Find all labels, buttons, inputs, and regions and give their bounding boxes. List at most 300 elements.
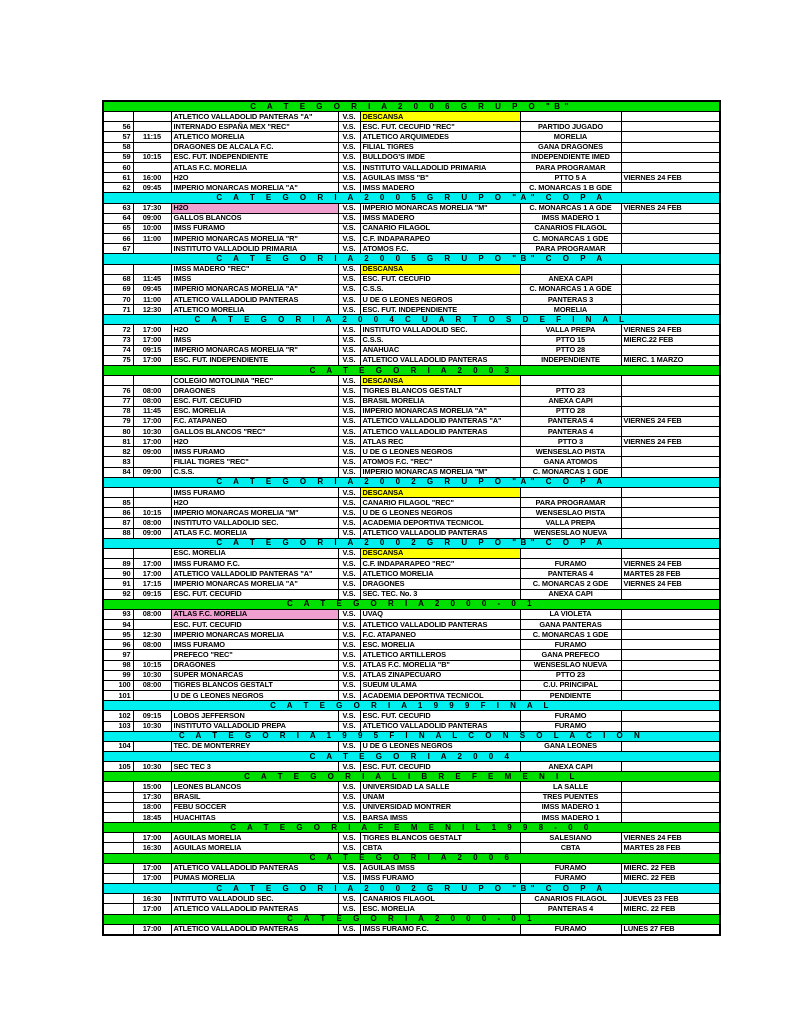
versus-label: V.S. (338, 792, 360, 802)
match-row (103, 437, 720, 447)
category-header (103, 315, 720, 325)
match-number: 57 (103, 132, 133, 142)
match-result: GANA LEONES (520, 741, 621, 751)
category-header (103, 772, 720, 782)
match-row (103, 183, 720, 193)
away-team: C.S.S. (360, 335, 520, 345)
away-team: ESC. FUT. CECUFID (360, 762, 520, 772)
home-team: INSTITUTO VALLADOLID SEC. (171, 518, 338, 528)
match-row (103, 833, 720, 843)
away-team: IMPERIO MONARCAS MORELIA "A" (360, 406, 520, 416)
match-time (133, 619, 171, 629)
match-date (621, 244, 720, 254)
match-number: 77 (103, 396, 133, 406)
home-team: COLEGIO MOTOLINIA "REC" (171, 376, 338, 386)
match-date (621, 609, 720, 619)
match-number: 104 (103, 741, 133, 751)
match-result: CBTA (520, 843, 621, 853)
away-team: IMSS MADERO (360, 183, 520, 193)
match-number: 61 (103, 173, 133, 183)
match-row (103, 152, 720, 162)
match-time: 16:00 (133, 173, 171, 183)
match-row (103, 498, 720, 508)
home-team: ESC. MORELIA (171, 548, 338, 558)
match-result (520, 548, 621, 558)
match-date (621, 406, 720, 416)
match-result: PTTO 23 (520, 670, 621, 680)
versus-label: V.S. (338, 721, 360, 731)
away-team: IMPERIO MONARCAS MORELIA "M" (360, 467, 520, 477)
away-team: ATLETICO VALLADOLID PANTERAS (360, 721, 520, 731)
match-number: 105 (103, 762, 133, 772)
match-time: 17:00 (133, 833, 171, 843)
home-team: IMSS (171, 335, 338, 345)
match-result: IMSS MADERO 1 (520, 812, 621, 822)
match-result: MORELIA (520, 305, 621, 315)
match-row (103, 569, 720, 579)
category-title: C A T E G O R I A 2 0 0 0 - 0 1 (103, 914, 720, 924)
match-number (103, 873, 133, 883)
match-time: 09:00 (133, 213, 171, 223)
match-date: LUNES 27 FEB (621, 924, 720, 935)
match-date (621, 782, 720, 792)
away-team: C.F. INDAPARAPEO (360, 234, 520, 244)
match-number: 70 (103, 294, 133, 304)
versus-label: V.S. (338, 447, 360, 457)
home-team: LOBOS JEFFERSON (171, 711, 338, 721)
versus-label: V.S. (338, 619, 360, 629)
away-team: ATLETICO VALLADOLID PANTERAS (360, 528, 520, 538)
away-team: ATLETICO VALLADOLID PANTERAS "A" (360, 416, 520, 426)
versus-label: V.S. (338, 873, 360, 883)
category-title: C A T E G O R I A 2 0 0 6 G R U P O "B" (103, 101, 720, 112)
match-time: 10:30 (133, 427, 171, 437)
match-row (103, 782, 720, 792)
match-number: 96 (103, 640, 133, 650)
match-number: 85 (103, 498, 133, 508)
match-date (621, 619, 720, 629)
match-result: IMSS MADERO 1 (520, 213, 621, 223)
match-number (103, 894, 133, 904)
match-result: C. MONARCAS 2 GDE (520, 579, 621, 589)
match-time: 10:15 (133, 508, 171, 518)
home-team: IMPERIO MONARCAS MORELIA "A" (171, 284, 338, 294)
match-date: VIERNES 24 FEB (621, 579, 720, 589)
match-result: IMSS MADERO 1 (520, 802, 621, 812)
match-date (621, 376, 720, 386)
match-result: SALESIANO (520, 833, 621, 843)
away-team: BARSA IMSS (360, 812, 520, 822)
category-header (103, 477, 720, 487)
home-team: PREFECO "REC" (171, 650, 338, 660)
match-result: C. MONARCAS 1 A GDE (520, 284, 621, 294)
match-row (103, 386, 720, 396)
away-team: ATLAS F.C. MORELIA "B" (360, 660, 520, 670)
match-time: 08:00 (133, 396, 171, 406)
match-time: 17:00 (133, 904, 171, 914)
match-date (621, 305, 720, 315)
match-date (621, 762, 720, 772)
match-result: WENSESLAO PISTA (520, 508, 621, 518)
match-time: 10:30 (133, 670, 171, 680)
away-team: ATLAS REC (360, 437, 520, 447)
home-team: ATLETICO MORELIA (171, 305, 338, 315)
match-time: 10:15 (133, 660, 171, 670)
match-time: 18:00 (133, 802, 171, 812)
versus-label: V.S. (338, 203, 360, 213)
away-team: ACADEMIA DEPORTIVA TECNICOL (360, 691, 520, 701)
match-date (621, 183, 720, 193)
match-row (103, 376, 720, 386)
category-title: C A T E G O R I A 1 9 9 5 F I N A L C O N S O L A C I O N (103, 731, 720, 741)
match-result: ANEXA CAPI (520, 274, 621, 284)
category-title: C A T E G O R I A 1 9 9 9 F I N A L (103, 701, 720, 711)
versus-label: V.S. (338, 843, 360, 853)
versus-label: V.S. (338, 234, 360, 244)
match-result: PTTO 3 (520, 437, 621, 447)
away-team: ESC. MORELIA (360, 640, 520, 650)
versus-label: V.S. (338, 427, 360, 437)
match-date: MARTES 28 FEB (621, 843, 720, 853)
away-team: ACADEMIA DEPORTIVA TECNICOL (360, 518, 520, 528)
match-row (103, 457, 720, 467)
match-result: ANEXA CAPI (520, 762, 621, 772)
match-row (103, 305, 720, 315)
match-time (133, 112, 171, 122)
match-result: PTTO 28 (520, 406, 621, 416)
match-result: C. MONARCAS 1 B GDE (520, 183, 621, 193)
home-team: PUMAS MORELIA (171, 873, 338, 883)
match-result: ANEXA CAPI (520, 589, 621, 599)
versus-label: V.S. (338, 691, 360, 701)
match-row (103, 609, 720, 619)
match-result: FURAMO (520, 559, 621, 569)
match-time (133, 650, 171, 660)
away-team: F.C. ATAPANEO (360, 630, 520, 640)
match-date (621, 386, 720, 396)
versus-label: V.S. (338, 223, 360, 233)
match-date: VIERNES 24 FEB (621, 437, 720, 447)
category-title: C A T E G O R I A 2 0 0 5 G R U P O "A" C O P A (103, 193, 720, 203)
home-team: ATLETICO MORELIA (171, 132, 338, 142)
match-number: 59 (103, 152, 133, 162)
versus-label: V.S. (338, 569, 360, 579)
match-row (103, 873, 720, 883)
home-team: IMPERIO MONARCAS MORELIA "A" (171, 183, 338, 193)
match-row (103, 142, 720, 152)
away-team: ESC. FUT. CECUFID "REC" (360, 122, 520, 132)
away-team: ATLETICO VALLADOLID PANTERAS (360, 619, 520, 629)
match-result: INDEPENDIENTE (520, 355, 621, 365)
away-team: ATLETICO ARQUIMEDES (360, 132, 520, 142)
home-team: IMPERIO MONARCAS MORELIA (171, 630, 338, 640)
match-row (103, 579, 720, 589)
match-row (103, 518, 720, 528)
match-time: 10:30 (133, 721, 171, 731)
match-date: MIERC.22 FEB (621, 335, 720, 345)
away-team: C.S.S. (360, 284, 520, 294)
match-date: MIERC. 22 FEB (621, 873, 720, 883)
match-number: 64 (103, 213, 133, 223)
away-team: IMSS FURAMO F.C. (360, 924, 520, 935)
match-row (103, 812, 720, 822)
away-team: DESCANSA (360, 548, 520, 558)
versus-label: V.S. (338, 904, 360, 914)
match-date: VIERNES 24 FEB (621, 203, 720, 213)
match-date (621, 294, 720, 304)
versus-label: V.S. (338, 152, 360, 162)
home-team: H2O (171, 203, 338, 213)
match-result: PANTERAS 4 (520, 427, 621, 437)
match-time: 08:00 (133, 680, 171, 690)
match-number: 75 (103, 355, 133, 365)
home-team: AGUILAS MORELIA (171, 843, 338, 853)
match-time: 10:30 (133, 762, 171, 772)
versus-label: V.S. (338, 132, 360, 142)
match-date (621, 264, 720, 274)
match-time: 09:15 (133, 589, 171, 599)
match-date: VIERNES 24 FEB (621, 325, 720, 335)
match-result: FURAMO (520, 640, 621, 650)
home-team: FEBU SOCCER (171, 802, 338, 812)
match-time (133, 691, 171, 701)
versus-label: V.S. (338, 142, 360, 152)
away-team: ESC. MORELIA (360, 904, 520, 914)
category-header (103, 823, 720, 833)
match-number: 71 (103, 305, 133, 315)
match-result: LA SALLE (520, 782, 621, 792)
match-date (621, 132, 720, 142)
match-result: PTTO 23 (520, 386, 621, 396)
away-team: BRASIL MORELIA (360, 396, 520, 406)
versus-label: V.S. (338, 508, 360, 518)
versus-label: V.S. (338, 325, 360, 335)
versus-label: V.S. (338, 112, 360, 122)
category-title: C A T E G O R I A 2 0 0 2 G R U P O "B" C O P A (103, 884, 720, 894)
match-result: INDEPENDIENTE IMED (520, 152, 621, 162)
match-number (103, 904, 133, 914)
home-team: IMSS FURAMO (171, 487, 338, 497)
match-time (133, 264, 171, 274)
home-team: DRAGONES DE ALCALA F.C. (171, 142, 338, 152)
home-team: U DE G LEONES NEGROS (171, 691, 338, 701)
home-team: IMPERIO MONARCAS MORELIA "R" (171, 234, 338, 244)
away-team: ESC. FUT. CECUFID (360, 711, 520, 721)
versus-label: V.S. (338, 355, 360, 365)
versus-label: V.S. (338, 924, 360, 935)
match-date (621, 274, 720, 284)
match-result: PTTO 28 (520, 345, 621, 355)
match-row (103, 447, 720, 457)
match-number: 66 (103, 234, 133, 244)
versus-label: V.S. (338, 305, 360, 315)
category-header (103, 701, 720, 711)
match-time: 17:00 (133, 559, 171, 569)
match-date (621, 487, 720, 497)
match-number (103, 812, 133, 822)
versus-label: V.S. (338, 284, 360, 294)
away-team: DESCANSA (360, 264, 520, 274)
away-team: DESCANSA (360, 376, 520, 386)
home-team: LEONES BLANCOS (171, 782, 338, 792)
match-result: C.U. PRINCIPAL (520, 680, 621, 690)
match-row (103, 112, 720, 122)
match-result: TRES PUENTES (520, 792, 621, 802)
match-number: 67 (103, 244, 133, 254)
match-result: PARA PROGRAMAR (520, 244, 621, 254)
match-row (103, 619, 720, 629)
away-team: ANAHUAC (360, 345, 520, 355)
match-time: 17:00 (133, 863, 171, 873)
match-result: PTTO 15 (520, 335, 621, 345)
match-row (103, 213, 720, 223)
match-result: FURAMO (520, 873, 621, 883)
away-team: ATOMOS F.C. (360, 244, 520, 254)
home-team: ATLETICO VALLADOLID PANTERAS (171, 924, 338, 935)
away-team: CANARIO FILAGOL (360, 223, 520, 233)
match-row (103, 548, 720, 558)
away-team: INSTITUTO VALLADOLID SEC. (360, 325, 520, 335)
versus-label: V.S. (338, 894, 360, 904)
versus-label: V.S. (338, 376, 360, 386)
match-time: 11:45 (133, 406, 171, 416)
match-number (103, 833, 133, 843)
versus-label: V.S. (338, 812, 360, 822)
match-number: 79 (103, 416, 133, 426)
match-date (621, 812, 720, 822)
versus-label: V.S. (338, 782, 360, 792)
home-team: ESC. FUT. CECUFID (171, 589, 338, 599)
match-time (133, 244, 171, 254)
versus-label: V.S. (338, 122, 360, 132)
match-row (103, 721, 720, 731)
match-time: 17:00 (133, 873, 171, 883)
match-time (133, 487, 171, 497)
match-date (621, 142, 720, 152)
match-result: FURAMO (520, 863, 621, 873)
match-row (103, 660, 720, 670)
match-time: 17:00 (133, 924, 171, 935)
versus-label: V.S. (338, 487, 360, 497)
versus-label: V.S. (338, 650, 360, 660)
match-row (103, 284, 720, 294)
versus-label: V.S. (338, 213, 360, 223)
match-time: 11:00 (133, 234, 171, 244)
match-date: VIERNES 24 FEB (621, 559, 720, 569)
match-number: 86 (103, 508, 133, 518)
match-result: PANTERAS 4 (520, 569, 621, 579)
match-row (103, 559, 720, 569)
away-team: ATLETICO MORELIA (360, 569, 520, 579)
match-number: 98 (103, 660, 133, 670)
category-title: C A T E G O R I A 2 0 0 0 - 0 1 (103, 599, 720, 609)
versus-label: V.S. (338, 386, 360, 396)
match-date (621, 518, 720, 528)
category-header (103, 914, 720, 924)
match-date: MIERC. 22 FEB (621, 904, 720, 914)
category-header (103, 599, 720, 609)
home-team: IMSS FURAMO (171, 447, 338, 457)
away-team: TIGRES BLANCOS GESTALT (360, 833, 520, 843)
match-number (103, 264, 133, 274)
home-team: INSTITUTO VALLADOLID PRIMARIA (171, 244, 338, 254)
match-date (621, 427, 720, 437)
match-date (621, 630, 720, 640)
away-team: ATLAS ZINAPECUARO (360, 670, 520, 680)
versus-label: V.S. (338, 162, 360, 172)
match-time: 08:00 (133, 386, 171, 396)
match-date (621, 457, 720, 467)
home-team: ESC. FUT. CECUFID (171, 396, 338, 406)
match-time (133, 457, 171, 467)
home-team: IMSS FURAMO (171, 223, 338, 233)
away-team: UNAM (360, 792, 520, 802)
match-date (621, 122, 720, 132)
home-team: ATLETICO VALLADOLID PANTERAS (171, 294, 338, 304)
match-time: 09:00 (133, 467, 171, 477)
home-team: IMPERIO MONARCAS MORELIA "A" (171, 579, 338, 589)
match-result: ANEXA CAPI (520, 396, 621, 406)
match-date (621, 284, 720, 294)
match-number: 82 (103, 447, 133, 457)
versus-label: V.S. (338, 173, 360, 183)
match-date: VIERNES 24 FEB (621, 833, 720, 843)
away-team: IMPERIO MONARCAS MORELIA "M" (360, 203, 520, 213)
match-time: 16:30 (133, 894, 171, 904)
category-header (103, 193, 720, 203)
match-result: C. MONARCAS 1 GDE (520, 630, 621, 640)
match-number: 91 (103, 579, 133, 589)
match-time: 17:15 (133, 579, 171, 589)
category-header (103, 884, 720, 894)
versus-label: V.S. (338, 589, 360, 599)
match-time (133, 142, 171, 152)
away-team: DESCANSA (360, 487, 520, 497)
match-number: 100 (103, 680, 133, 690)
away-team: U DE G LEONES NEGROS (360, 508, 520, 518)
away-team: UVAQ (360, 609, 520, 619)
away-team: C.F. INDAPARAPEO "REC" (360, 559, 520, 569)
match-date: VIERNES 24 FEB (621, 416, 720, 426)
match-number: 102 (103, 711, 133, 721)
versus-label: V.S. (338, 183, 360, 193)
match-time: 09:00 (133, 528, 171, 538)
match-result: PANTERAS 4 (520, 904, 621, 914)
match-time: 08:00 (133, 609, 171, 619)
match-date (621, 741, 720, 751)
match-row (103, 355, 720, 365)
match-row (103, 203, 720, 213)
versus-label: V.S. (338, 274, 360, 284)
match-number: 92 (103, 589, 133, 599)
home-team: IMSS (171, 274, 338, 284)
match-result: CANARIOS FILAGOL (520, 894, 621, 904)
home-team: F.C. ATAPANEO (171, 416, 338, 426)
home-team: SUPER MONARCAS (171, 670, 338, 680)
match-time: 12:30 (133, 630, 171, 640)
versus-label: V.S. (338, 548, 360, 558)
match-row (103, 711, 720, 721)
match-time: 17:00 (133, 325, 171, 335)
match-number: 74 (103, 345, 133, 355)
home-team: INTITUTO VALLADOLID SEC. (171, 894, 338, 904)
versus-label: V.S. (338, 467, 360, 477)
match-date (621, 721, 720, 731)
match-time: 11:00 (133, 294, 171, 304)
match-time: 15:00 (133, 782, 171, 792)
match-result (520, 376, 621, 386)
match-number: 83 (103, 457, 133, 467)
